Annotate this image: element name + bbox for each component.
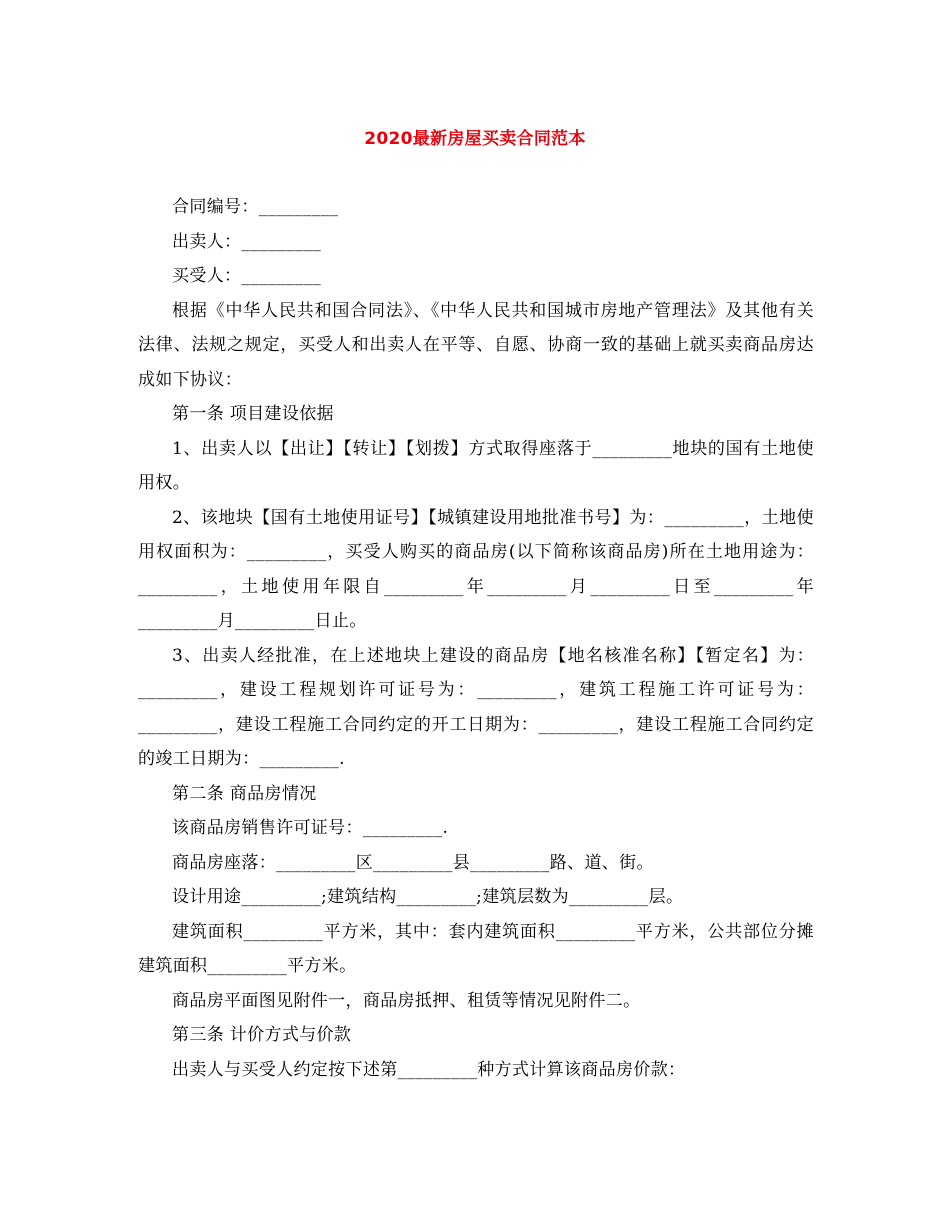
preamble-paragraph: 根据《中华人民共和国合同法》、《中华人民共和国城市房地产管理法》及其他有关法律、法规之规定，买受人和出卖人在平等、自愿、协商一致的基础上就买卖商品房达成如下协议： <box>138 300 814 390</box>
buyer-line: 买受人：_________ <box>172 266 322 286</box>
sales-permit-line: 该商品房销售许可证号：_________. <box>172 818 449 838</box>
article-1-clause-3: 3、出卖人经批准，在上述地块上建设的商品房【地名核准名称】【暂定名】为：_________，建设工程规划许可证号为：_________，建筑工程施工许可证号为：_________，建设工程施工合同约定的开工日期为：_________，建设工程施工合同约定的竣工日期为：_________. <box>138 645 814 769</box>
article-1-clause-2: 2、该地块【国有土地使用证号】【城镇建设用地批准书号】为：_________，土地使用权面积为：_________，买受人购买的商品房(以下简称该商品房)所在土地用途为：_________，土地使用年限自_________年_________月_________日至_________年 _________月_________日止。 <box>138 507 814 631</box>
design-line: 设计用途_________;建筑结构_________;建筑层数为_________层。 <box>172 887 684 907</box>
document-body <box>138 190 814 1087</box>
article-2-heading: 第二条 商品房情况 <box>172 783 317 804</box>
document-title: 2020最新房屋买卖合同范本 <box>364 129 586 149</box>
attachments-line: 商品房平面图见附件一，商品房抵押、租赁等情况见附件二。 <box>172 990 641 1011</box>
pricing-method-line: 出卖人与买受人约定按下述第_________种方式计算该商品房价款： <box>172 1059 686 1080</box>
article-3-heading: 第三条 计价方式与价款 <box>172 1025 352 1045</box>
contract-number-line: 合同编号：_________ <box>172 197 339 217</box>
area-paragraph: 建筑面积_________平方米，其中：套内建筑面积_________平方米，公共部位分摊建筑面积_________平方米。 <box>138 921 814 976</box>
seller-line: 出卖人：_________ <box>172 231 322 252</box>
article-1-clause-1: 1、出卖人以【出让】【转让】【划拨】方式取得座落于_________地块的国有土地使用权。 <box>138 438 814 493</box>
article-1-heading: 第一条 项目建设依据 <box>172 404 334 424</box>
location-line: 商品房座落：_________区_________县_________路、道、街。 <box>172 852 654 873</box>
